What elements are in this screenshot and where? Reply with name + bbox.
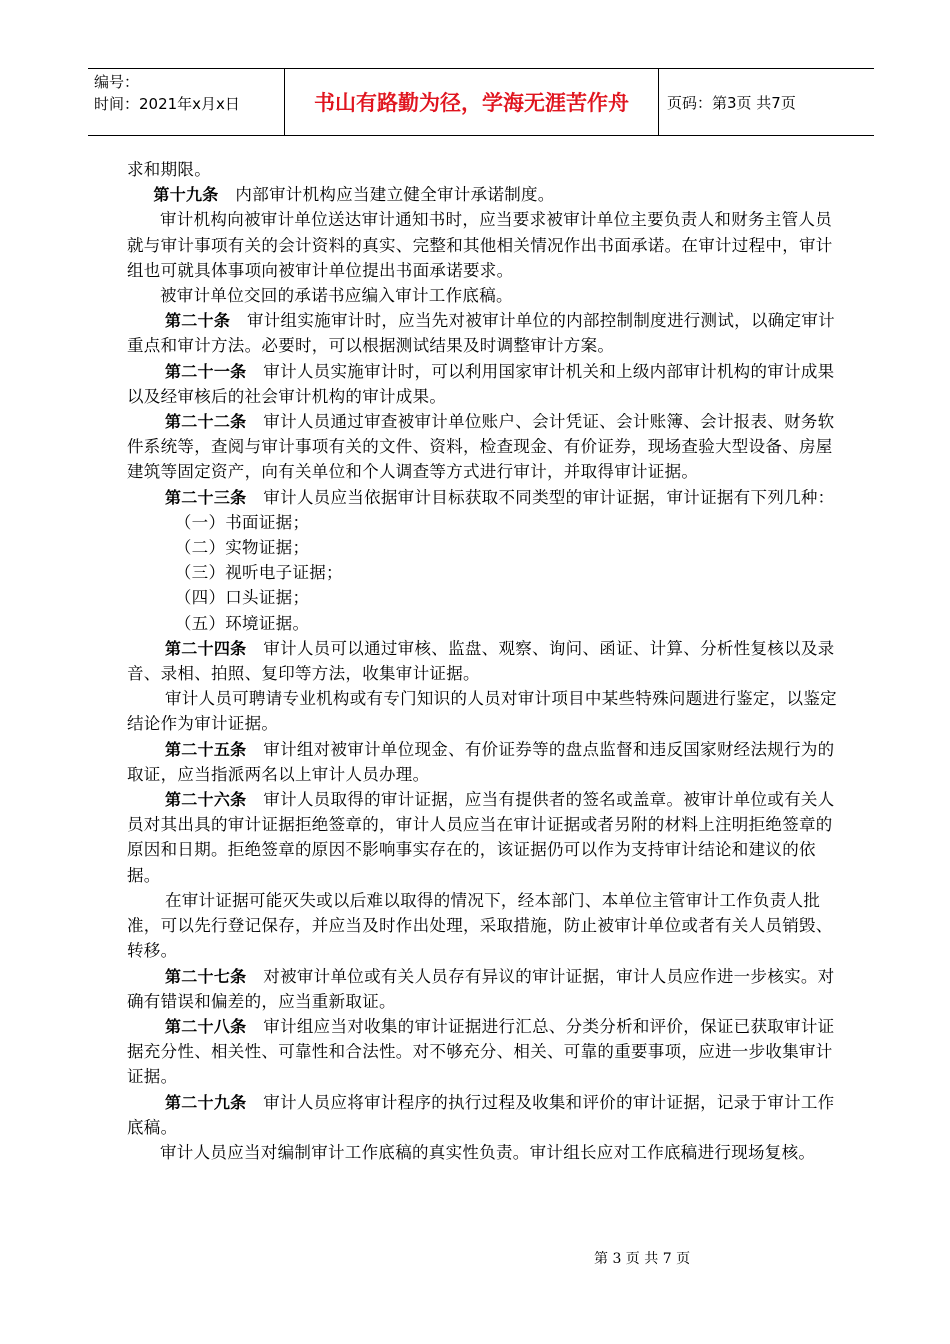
article-text: 内部审计机构应当建立健全审计承诺制度。	[235, 185, 555, 205]
paragraph: 求和期限。	[127, 160, 211, 179]
article-25	[127, 737, 840, 787]
list-item: （四）口头证据；	[174, 588, 310, 608]
article-26	[127, 787, 840, 888]
article-label: 第二十条	[164, 311, 231, 331]
paragraph: 在审计证据可能灭失或以后难以取得的情况下，经本部门、本单位主管审计工作负责人批准，可以先行登记保存，并应当及时作出处理，采取措施，防止被审计单位或者有关人员销毁、转移。	[127, 890, 833, 961]
article-label: 第十九条	[153, 185, 219, 205]
article-label: 第二十三条	[164, 487, 247, 507]
page-header	[88, 68, 874, 136]
article-21	[127, 359, 840, 409]
page-footer: 第 3 页 共 7 页	[594, 1251, 691, 1267]
doc-number: 编号：	[94, 73, 140, 91]
article-label: 第二十四条	[164, 638, 247, 658]
article-text: 审计组对被审计单位现金、有价证券等的盘点监督和违反国家财经法规行为的取证，应当指派两名以上审计人员办理。	[127, 739, 835, 784]
article-23	[127, 485, 840, 510]
list-item: （二）实物证据；	[174, 538, 310, 558]
paragraph: 审计人员可聘请专业机构或有专门知识的人员对审计项目中某些特殊问题进行鉴定，以鉴定结论作为审计证据。	[127, 689, 837, 734]
article-28	[127, 1014, 840, 1090]
article-text: 审计组应当对收集的审计证据进行汇总、分类分析和评价，保证已获取审计证据充分性、相关性、可靠性和合法性。对不够充分、相关、可靠的重要事项，应进一步收集审计证据。	[127, 1016, 835, 1087]
article-label: 第二十八条	[164, 1016, 247, 1036]
header-meta	[88, 69, 285, 135]
header-motto: 书山有路勤为径，学海无涯苦作舟	[285, 69, 659, 135]
article-label: 第二十五条	[164, 739, 247, 759]
article-text: 对被审计单位或有关人员存有异议的审计证据，审计人员应作进一步核实。对确有错误和偏差的，应当重新取证。	[127, 966, 835, 1011]
paragraph: 审计人员应当对编制审计工作底稿的真实性负责。审计组长应对工作底稿进行现场复核。	[160, 1142, 816, 1162]
article-20	[127, 308, 840, 358]
article-19	[127, 182, 840, 207]
article-label: 第二十二条	[164, 412, 247, 432]
list-item: （一）书面证据；	[174, 512, 310, 532]
article-text: 审计组实施审计时，应当先对被审计单位的内部控制制度进行测试，以确定审计重点和审计方法。必要时，可以根据测试结果及时调整审计方案。	[127, 311, 835, 356]
article-label: 第二十九条	[164, 1092, 247, 1112]
article-text: 审计人员应将审计程序的执行过程及收集和评价的审计证据，记录于审计工作底稿。	[127, 1092, 835, 1137]
article-text: 审计人员实施审计时，可以利用国家审计机关和上级内部审计机构的审计成果以及经审核后的社会审计机构的审计成果。	[127, 361, 835, 406]
article-text: 审计人员取得的审计证据，应当有提供者的签名或盖章。被审计单位或有关人员对其出具的审计证据拒绝签章的，审计人员应当在审计证据或者另附的材料上注明拒绝签章的原因和日期。拒绝签章的原因不影响事实存在的，该证据仍可以作为支持审计结论和建议的依据。	[127, 790, 835, 885]
article-label: 第二十六条	[164, 790, 247, 810]
article-24	[127, 636, 840, 686]
doc-time: 时间：2021年x月x日	[94, 95, 240, 113]
list-item: （三）视听电子证据；	[174, 563, 343, 583]
article-22	[127, 409, 840, 485]
article-27	[127, 964, 840, 1014]
header-page-number: 页码：第3页 共7页	[667, 93, 796, 112]
document-body	[127, 157, 840, 1165]
article-text: 审计人员通过审查被审计单位账户、会计凭证、会计账簿、会计报表、财务软件系统等，查阅与审计事项有关的文件、资料，检查现金、有价证券，现场查验大型设备、房屋建筑等固定资产，向有关单位和个人调查等方式进行审计，并取得审计证据。	[127, 412, 835, 482]
paragraph: 审计机构向被审计单位送达审计通知书时，应当要求被审计单位主要负责人和财务主管人员就与审计事项有关的会计资料的真实、完整和其他相关情况作出书面承诺。在审计过程中，审计组也可就具体事项向被审计单位提出书面承诺要求。	[127, 210, 833, 280]
article-label: 第二十一条	[164, 361, 247, 381]
article-label: 第二十七条	[164, 966, 247, 986]
article-text: 审计人员应当依据审计目标获取不同类型的审计证据，审计证据有下列几种：	[263, 487, 835, 507]
article-text: 审计人员可以通过审核、监盘、观察、询问、函证、计算、分析性复核以及录音、录相、拍照、复印等方法，收集审计证据。	[127, 638, 835, 684]
paragraph: 被审计单位交回的承诺书应编入审计工作底稿。	[160, 286, 513, 306]
article-29	[127, 1090, 840, 1140]
list-item: （五）环境证据。	[174, 613, 310, 633]
